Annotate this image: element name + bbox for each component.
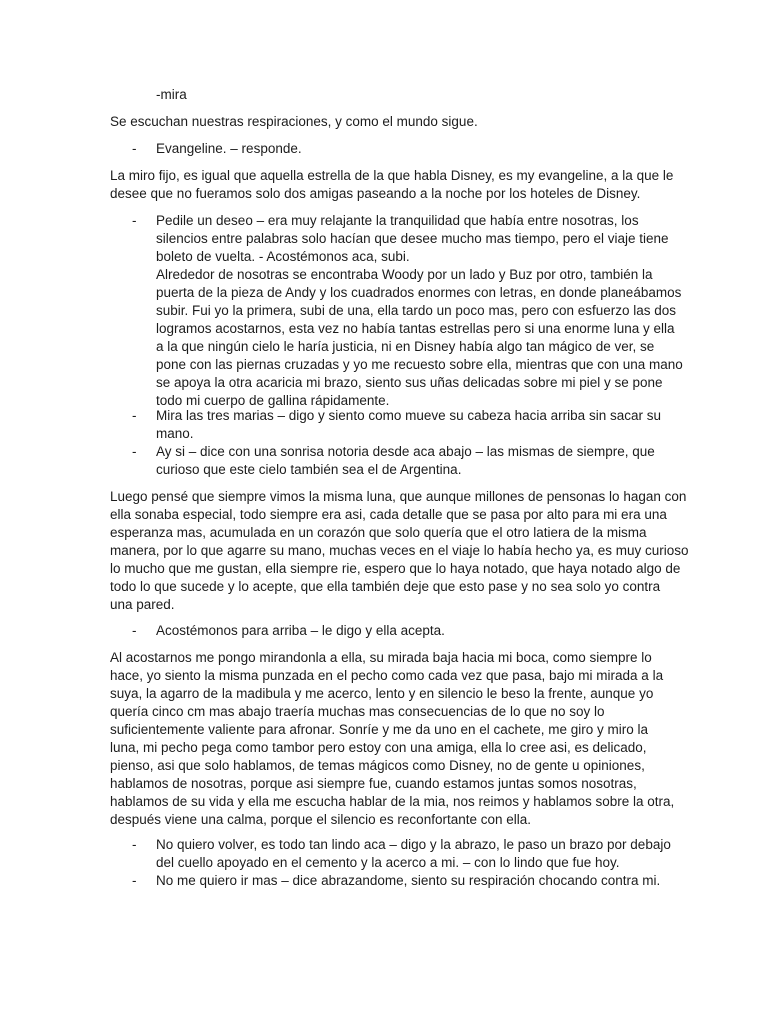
text-line: luna, mi pecho pega como tambor pero estoy con una amiga, ella lo cree asi, es delicado, bbox=[110, 740, 647, 755]
text-line: curioso que este cielo también sea el de Argentina. bbox=[156, 462, 462, 477]
text-line: Luego pensé que siempre vimos la misma luna, que aunque millones de pensonas lo hagan con bbox=[110, 489, 687, 504]
text-line: Pedile un deseo – era muy relajante la tranquilidad que había entre nosotras, los bbox=[156, 213, 639, 228]
text-line: hace, yo siento la misma punzada en el pecho como cada vez que pasa, bajo mi mirada a la bbox=[110, 668, 664, 683]
text-line: Al acostarnos me pongo mirandonla a ella, su mirada baja hacia mi boca, como siempre lo bbox=[110, 650, 652, 665]
bullet-dash: - bbox=[132, 141, 137, 156]
text-line: pone con las piernas cruzadas y yo me recuesto sobre ella, mientras que con una mano bbox=[156, 357, 683, 372]
text-line: puerta de la pieza de Andy y los cuadrados enormes con letras, en donde planeábamos bbox=[156, 285, 682, 300]
text-line: suficientemente valiente para afronar. Sonríe y me da uno en el cachete, me giro y miro la bbox=[110, 722, 649, 737]
text-line: suya, la agarro de la madibula y me acerco, lento y en silencio le beso la frente, aunque yo bbox=[110, 686, 654, 701]
text-line: se apoya la otra acaricia mi brazo, siento sus uñas delicadas sobre mi piel y se pone bbox=[156, 375, 663, 390]
bullet-dash: - bbox=[132, 213, 137, 228]
text-line: todo mi cuerpo de gallina rápidamente. bbox=[156, 393, 390, 408]
text-line: del cuello apoyado en el cemento y la acerco a mi. – con lo lindo que fue hoy. bbox=[156, 855, 620, 870]
text-line: pienso, asi que solo hablamos, de temas mágicos como Disney, no de gente u opiniones, bbox=[110, 758, 645, 773]
text-line: desee que no fueramos solo dos amigas paseando a la noche por los hoteles de Disney. bbox=[110, 186, 641, 201]
text-line: lo mucho que me gustan, ella siempre rie, espero que lo haya notado, que haya notado algo de bbox=[110, 561, 681, 576]
text-line: No quiero volver, es todo tan lindo aca – digo y la abrazo, le paso un brazo por debajo bbox=[156, 837, 671, 852]
text-line: subir. Fui yo la primera, subi de una, ella tardo un poco mas, pero con esfuerzo las dos bbox=[156, 303, 677, 318]
text-line: Mira las tres marias – digo y siento como mueve su cabeza hacia arriba sin sacar su bbox=[156, 408, 661, 423]
text-line: hablamos de su vida y ella me escucha hablar de la mia, nos reimos y hablamos sobre la otra, bbox=[110, 794, 675, 809]
text-line: Ay si – dice con una sonrisa notoria desde aca abajo – las mismas de siempre, que bbox=[156, 444, 655, 459]
text-line: Alrededor de nosotras se encontraba Woody por un lado y Buz por otro, también la bbox=[156, 267, 653, 282]
text-line: todo lo que sucede y lo acepte, que ella también deje que esto pase y no sea solo yo contra bbox=[110, 579, 661, 594]
bullet-dash: - bbox=[132, 873, 137, 888]
text-line: -mira bbox=[156, 87, 187, 102]
text-line: logramos acostarnos, esta vez no había tantas estrellas pero si una enorme luna y ella bbox=[156, 321, 675, 336]
text-line: manera, por lo que agarre su mano, muchas veces en el viaje lo había hecho ya, es muy curioso bbox=[110, 543, 689, 558]
text-line: a la que ningún cielo le haría justicia, ni en Disney había algo tan mágico de ver, se bbox=[156, 339, 655, 354]
text-line: La miro fijo, es igual que aquella estrella de la que habla Disney, es my evangeline, a la que le bbox=[110, 168, 674, 183]
text-line: quería cinco cm mas abajo traería muchas mas consecuencias de lo que no soy lo bbox=[110, 704, 605, 719]
bullet-dash: - bbox=[132, 408, 137, 423]
text-line: Acostémonos para arriba – le digo y ella acepta. bbox=[156, 623, 445, 638]
bullet-dash: - bbox=[132, 444, 137, 459]
text-line: ella sonaba especial, todo siempre era asi, cada detalle que se pasa por alto para mi era una bbox=[110, 507, 667, 522]
text-line: mano. bbox=[156, 426, 194, 441]
text-line: silencios entre palabras solo hacían que desee mucho mas tiempo, pero el viaje tiene bbox=[156, 231, 669, 246]
text-line: Evangeline. – responde. bbox=[156, 141, 302, 156]
bullet-dash: - bbox=[132, 837, 137, 852]
text-line: No me quiero ir mas – dice abrazandome, siento su respiración chocando contra mi. bbox=[156, 873, 661, 888]
text-line: esperanza mas, acumulada en un corazón que solo quería que el otro latiera de la misma bbox=[110, 525, 647, 540]
bullet-dash: - bbox=[132, 623, 137, 638]
text-line: hablamos de nosotras, porque asi siempre fue, cuando estamos juntas somos nosotras, bbox=[110, 776, 637, 791]
text-line: boleto de vuelta. - Acostémonos aca, subi. bbox=[156, 249, 410, 264]
text-line: Se escuchan nuestras respiraciones, y como el mundo sigue. bbox=[110, 114, 478, 129]
text-line: una pared. bbox=[110, 597, 175, 612]
text-line: después viene una calma, porque el silencio es reconfortante con ella. bbox=[110, 812, 532, 827]
